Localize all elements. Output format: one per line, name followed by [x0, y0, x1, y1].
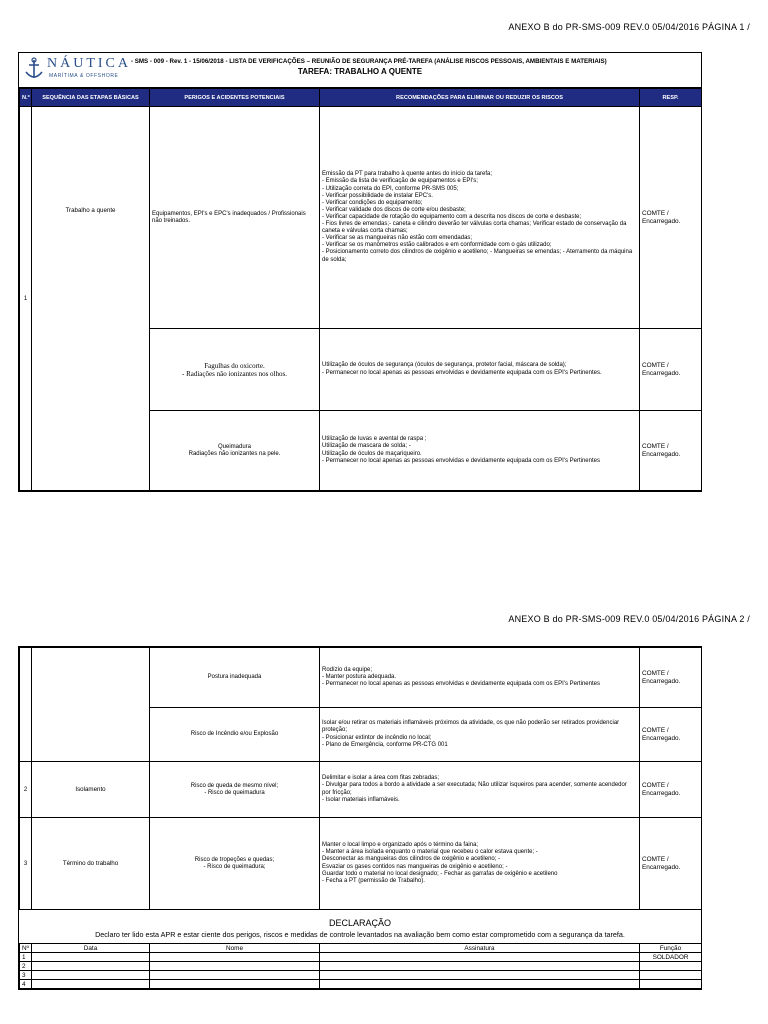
signature-row	[20, 962, 702, 971]
page-header-1: ANEXO B do PR-SMS-009 REV.0 05/04/2016 PÁGINA 1 /	[508, 22, 750, 32]
signature-row	[20, 980, 702, 989]
sign-date-field[interactable]	[32, 971, 150, 980]
step-name	[32, 648, 150, 762]
sign-header-num: Nº	[20, 944, 32, 953]
sign-header-date: Data	[32, 944, 150, 953]
hazard-cell: Fagulhas do oxicorte. - Radiações não ionizantes nos olhos.	[150, 329, 320, 411]
sign-date-field[interactable]	[32, 980, 150, 989]
col-header-resp: RESP.	[640, 89, 702, 107]
declaration-text: Declaro ter lido esta APR e estar ciente dos perigos, riscos e medidas de controle levantados na avaliação bem como estar comprometido com a segurança da tarefa.	[95, 930, 625, 939]
recommendation-cell: Isolar e/ou retirar os materiais inflamáveis próximos da atividade, os que não poderão ser retirados providenciar proteção; - Posicionar extintor de incêndio no local; - Plano de Emergência, conforme PR-CTG 001	[320, 708, 640, 762]
hazard-cell: Equipamentos, EPI's e EPC's inadequados / Profissionais não treinados.	[150, 107, 320, 329]
row-number	[20, 648, 32, 762]
sign-name-field[interactable]	[150, 962, 320, 971]
recommendation-cell: Utilização de óculos de segurança (óculos de segurança, protetor facial, máscara de solda); - Permanecer no local apenas as pessoas envolvidas e devidamente equipada com os EPI's Pertinentes.	[320, 329, 640, 411]
sign-signature-field[interactable]	[320, 962, 640, 971]
sign-signature-field[interactable]	[320, 971, 640, 980]
step-name: Trabalho a quente	[32, 107, 150, 491]
sign-function-cell	[640, 962, 702, 971]
step-name: Término do trabalho	[32, 818, 150, 910]
row-number: 2	[20, 762, 32, 818]
sign-signature-field[interactable]	[320, 953, 640, 962]
signature-table	[19, 943, 702, 989]
hazard-cell: Risco de queda de mesmo nível; - Risco de queimadura	[150, 762, 320, 818]
hazard-cell: Queimadura Radiações não ionizantes na pele.	[150, 411, 320, 491]
recommendation-cell: Delimitar e isolar a área com fitas zebradas; - Divulgar para todos a bordo a atividade a ser executada; Não utilizar isqueiros para acender, somente acendedor por fricção; - Isolar materiais inflamáveis.	[320, 762, 640, 818]
table-row	[20, 762, 702, 818]
sign-function-cell	[640, 980, 702, 989]
risk-table-page-1	[19, 88, 702, 491]
signature-row	[20, 971, 702, 980]
resp-cell: COMTE / Encarregado.	[640, 411, 702, 491]
signature-header-row	[20, 944, 702, 953]
sheet-page-1	[18, 52, 702, 492]
resp-cell: COMTE / Encarregado.	[640, 708, 702, 762]
col-header-step: SEQUÊNCIA DAS ETAPAS BÁSICAS	[32, 89, 150, 107]
hazard-cell: Postura inadequada	[150, 648, 320, 708]
logo-wordmark: NÁUTICA	[47, 56, 131, 71]
table-row	[20, 107, 702, 329]
sign-function-cell: SOLDADOR	[640, 953, 702, 962]
risk-table-page-2	[19, 647, 702, 910]
table-header-row	[20, 89, 702, 107]
sign-header-signature: Assinatura	[320, 944, 640, 953]
sign-row-num: 4	[20, 980, 32, 989]
declaration-block	[19, 910, 701, 943]
resp-cell: COMTE / Encarregado.	[640, 762, 702, 818]
col-header-num: N.º	[20, 89, 32, 107]
step-name: Isolamento	[32, 762, 150, 818]
sign-date-field[interactable]	[32, 953, 150, 962]
page-header-2: ANEXO B do PR-SMS-009 REV.0 05/04/2016 PÁGINA 2 /	[508, 614, 750, 624]
recommendation-cell: Utilização de luvas e avental de raspa ; Utilização de mascara de solda; - Utilização de óculos de maçariqueiro. - Permanecer no local apenas as pessoas envolvidas e devidamente equipada com os EPI's Pertinentes	[320, 411, 640, 491]
resp-cell: COMTE / Encarregado.	[640, 818, 702, 910]
hazard-cell: Risco de Incêndio e/ou Explosão	[150, 708, 320, 762]
sign-header-name: Nome	[150, 944, 320, 953]
hazard-cell: Risco de tropeções e quedas; - Risco de queimadura;	[150, 818, 320, 910]
task-title: TAREFA: TRABALHO A QUENTE	[297, 67, 423, 76]
sign-date-field[interactable]	[32, 962, 150, 971]
row-number: 1	[20, 107, 32, 491]
sign-name-field[interactable]	[150, 953, 320, 962]
sheet-page-2	[18, 646, 702, 990]
resp-cell: COMTE / Encarregado.	[640, 329, 702, 411]
sign-row-num: 1	[20, 953, 32, 962]
sign-name-field[interactable]	[150, 971, 320, 980]
sign-header-function: Função	[640, 944, 702, 953]
document-reference: - SMS - 009 - Rev. 1 - 15/06/2018 - LISTA DE VERIFICAÇÕES – REUNIÃO DE SEGURANÇA PRÉ-TAREFA (ANÁLISE RISCOS PESSOAIS, AMBIENTAIS E MATERIAIS)	[131, 58, 607, 65]
table-row	[20, 648, 702, 708]
sign-signature-field[interactable]	[320, 980, 640, 989]
recommendation-cell: Manter o local limpo e organizado após o término da faina; - Manter a área isolada enquanto o material que recebeu o calor estava quente; - Desconectar as mangueiras dos cilindros de oxigênio e acetileno; - Esvaziar os gases contidos nas mangueiras de oxigênio e acetileno; - Guardar todo o material no local designado; - Fechar as garrafas de oxigênio e acetileno - Fecha a PT (permissão de Trabalho).	[320, 818, 640, 910]
signature-row	[20, 953, 702, 962]
row-number: 3	[20, 818, 32, 910]
sign-name-field[interactable]	[150, 980, 320, 989]
declaration-title: DECLARAÇÃO	[328, 918, 391, 928]
recommendation-cell: Emissão da PT para trabalho à quente antes do início da tarefa; - Emissão da lista de verificação de equipamentos e EPI's; - Utilização correta do EPI, conforme PR-SMS 005; - Verificar possibilidade de instalar EPC's. - Verificar condições do equipamento; - Verificar validade dos discos de corte e/ou desbaste; - Verificar capacidade de rotação do equipamento com a descrita nos discos de corte e desbaste; - Fios livres de emendas;- caneta e cilindro deverão ter válvulas corta chamas; Verificar estado de conservação da caneta e válvulas corta chamas; - Verificar se as mangueiras não estão com emendadas; - Verificar se os manômetros estão calibrados e em conformidade com o gás utilizado; - Posicionamento correto dos cilindros de oxigênio e acetileno; - Mangueiras se emendas; - Aterramento da máquina de solda;	[320, 107, 640, 329]
resp-cell: COMTE / Encarregado.	[640, 648, 702, 708]
sign-row-num: 2	[20, 962, 32, 971]
logo-subtitle: MARÍTIMA & OFFSHORE	[49, 73, 119, 79]
title-block	[19, 53, 701, 88]
table-row	[20, 818, 702, 910]
col-header-hazards: PERIGOS E ACIDENTES POTENCIAIS	[150, 89, 320, 107]
recommendation-cell: Rodízio da equipe; - Manter postura adequada. - Permanecer no local apenas as pessoas envolvidas e devidamente equipada com os EPI's Pertinentes	[320, 648, 640, 708]
sign-function-cell	[640, 971, 702, 980]
col-header-recs: RECOMENDAÇÕES PARA ELIMINAR OU REDUZIR OS RISCOS	[320, 89, 640, 107]
sign-row-num: 3	[20, 971, 32, 980]
resp-cell: COMTE / Encarregado.	[640, 107, 702, 329]
